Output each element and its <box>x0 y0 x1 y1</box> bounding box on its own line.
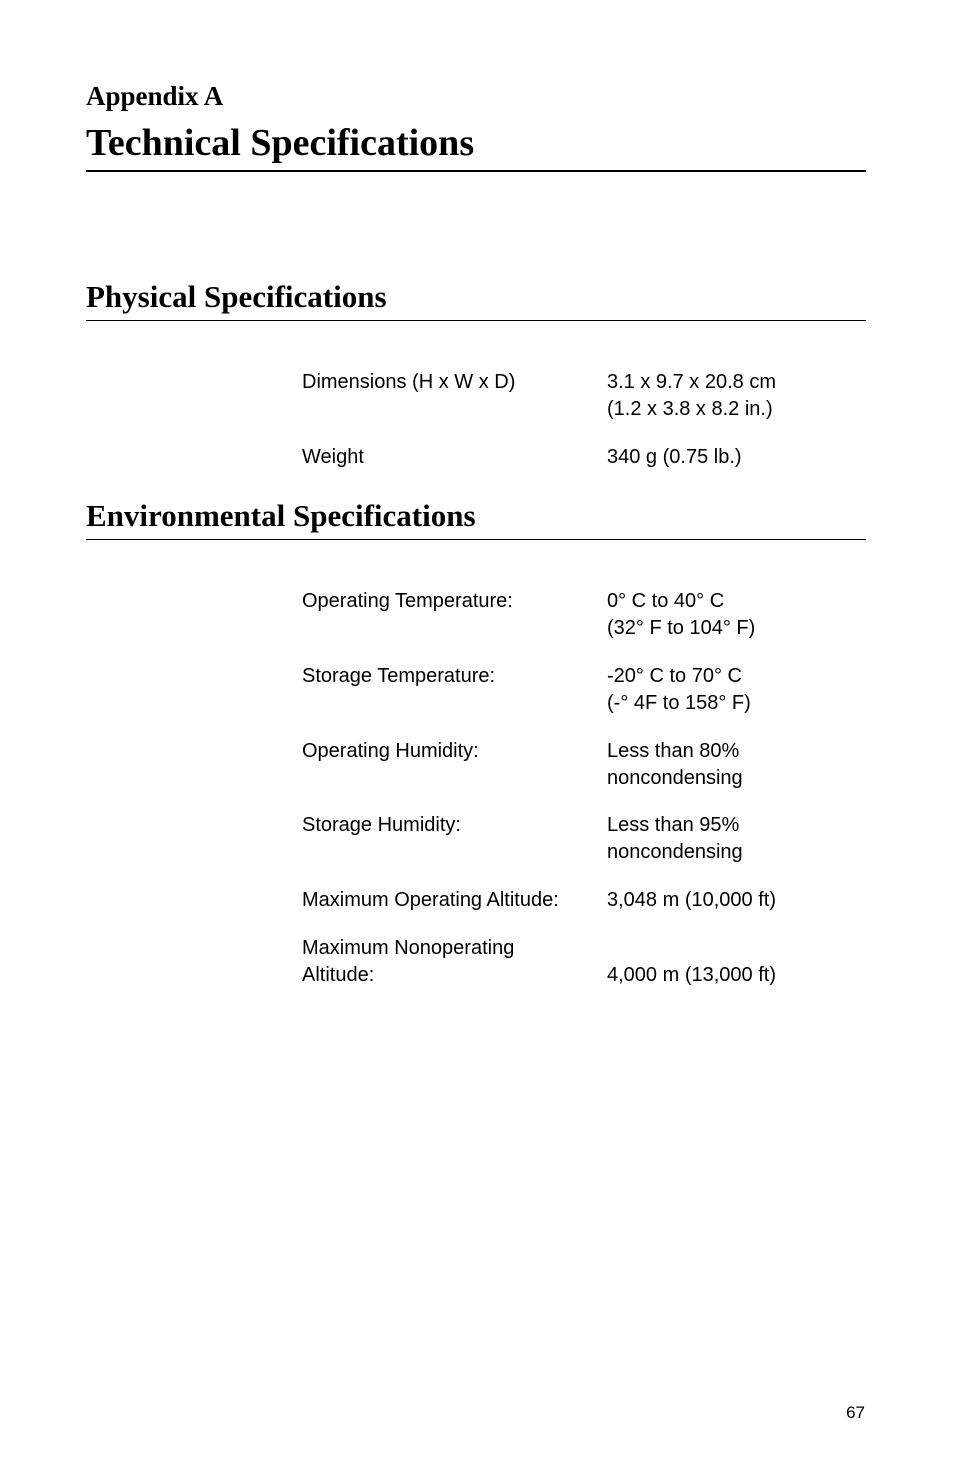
spec-value-operating-temperature-celsius: 0° C to 40° C <box>607 590 725 612</box>
spec-value-storage-humidity: Less than 95% <box>607 814 740 836</box>
spec-label-dimensions: Dimensions (H x W x D) <box>302 371 516 393</box>
appendix-label: Appendix A <box>86 81 224 111</box>
spec-value-operating-temperature-fahrenheit: (32° F to 104° F) <box>607 617 756 639</box>
spec-value-max-operating-altitude: 3,048 m (10,000 ft) <box>607 889 776 911</box>
spec-label-max-operating-altitude: Maximum Operating Altitude: <box>302 889 559 911</box>
spec-label-storage-temperature: Storage Temperature: <box>302 665 496 687</box>
spec-value-operating-humidity: Less than 80% <box>607 740 740 762</box>
environmental-section-heading: Environmental Specifications <box>86 498 476 533</box>
spec-value-dimensions-metric: 3.1 x 9.7 x 20.8 cm <box>607 371 776 393</box>
spec-value-operating-humidity-note: noncondensing <box>607 767 743 789</box>
page-number: 67 <box>846 1403 865 1422</box>
spec-label-storage-humidity: Storage Humidity: <box>302 814 461 836</box>
spec-label-max-nonoperating-altitude-line2: Altitude: <box>302 964 375 986</box>
spec-label-max-nonoperating-altitude-line1: Maximum Nonoperating <box>302 937 515 959</box>
spec-value-storage-temperature-celsius: -20° C to 70° C <box>607 665 742 687</box>
physical-section-rule <box>86 320 866 321</box>
spec-label-operating-humidity: Operating Humidity: <box>302 740 479 762</box>
title-rule <box>86 170 866 172</box>
environmental-section-rule <box>86 539 866 540</box>
spec-value-storage-humidity-note: noncondensing <box>607 841 743 863</box>
spec-value-weight: 340 g (0.75 lb.) <box>607 446 742 468</box>
spec-label-weight: Weight <box>302 446 364 468</box>
spec-label-operating-temperature: Operating Temperature: <box>302 590 513 612</box>
spec-value-max-nonoperating-altitude: 4,000 m (13,000 ft) <box>607 964 776 986</box>
spec-value-storage-temperature-fahrenheit: (-° 4F to 158° F) <box>607 692 751 714</box>
physical-section-heading: Physical Specifications <box>86 279 387 314</box>
page-title: Technical Specifications <box>86 122 475 164</box>
spec-value-dimensions-imperial: (1.2 x 3.8 x 8.2 in.) <box>607 398 773 420</box>
